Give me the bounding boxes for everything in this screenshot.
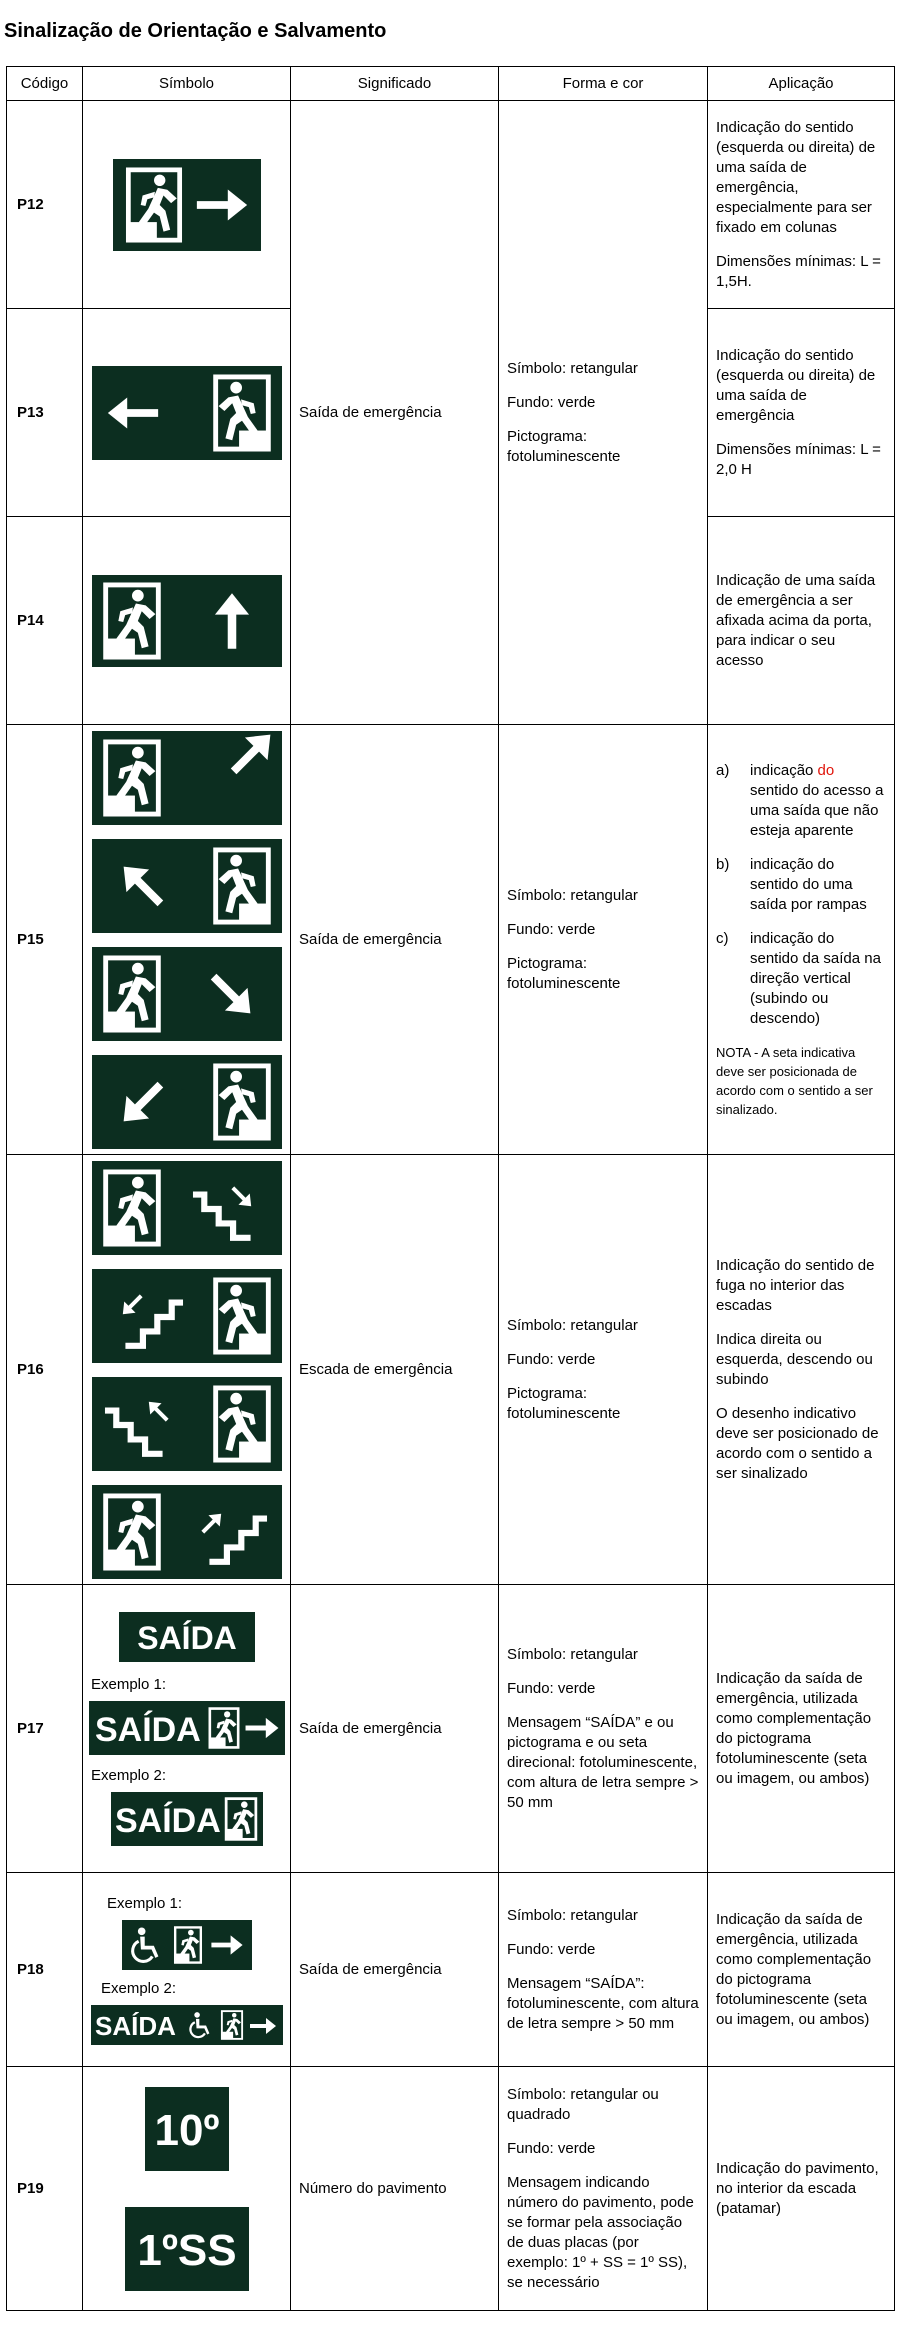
form-p16 xyxy=(499,1155,708,1585)
meaning-p18: Saída de emergência xyxy=(291,1873,499,2067)
saida-runner-sign-icon xyxy=(111,1792,263,1846)
form-p12-p14 xyxy=(499,101,708,725)
form-p19 xyxy=(499,2067,708,2311)
form-pictogram: Pictograma: fotoluminescente xyxy=(507,954,621,992)
application-p18: Indicação da saída de emergência, utilizada como complementação do pictograma fotoluminescente (seta ou imagem, ou ambos) xyxy=(708,1873,895,2067)
application-text: O desenho indicativo deve ser posicionado de acordo com o sentido a ser sinalizado xyxy=(716,1404,879,1482)
table-row xyxy=(7,2067,895,2311)
form-message xyxy=(507,1974,699,2034)
meaning-p15: Saída de emergência xyxy=(291,725,499,1155)
form-message xyxy=(507,1713,699,1813)
example-1-label: Exemplo 1: xyxy=(91,1675,167,1693)
application-text: Indicação de uma saída de emergência a ser afixada acima da porta, para indicar o seu acesso xyxy=(716,571,876,669)
application-text: Indicação do sentido (esquerda ou direita) de uma saída de emergência, especialmente para ser fixado em colunas xyxy=(716,118,876,236)
saida-sign-text: SAÍDA xyxy=(136,1619,237,1656)
saida-text-sign-icon xyxy=(119,1612,255,1662)
form-background: Fundo: verde xyxy=(507,920,596,938)
application-p12 xyxy=(708,101,895,309)
symbol-p13 xyxy=(83,309,291,517)
form-message-text: Mensagem “SAÍDA” e ou pictograma e ou seta direcional: fotoluminescente, com altura de letra sempre xyxy=(507,1713,698,1791)
list-letter: b) xyxy=(716,855,730,873)
list-item xyxy=(716,761,886,841)
application-p17: Indicação da saída de emergência, utilizada como complementação do pictograma fotoluminescente (seta ou imagem, ou ambos) xyxy=(708,1585,895,1873)
symbol-p18 xyxy=(83,1873,291,2067)
table-row xyxy=(7,101,895,309)
example-2-label: Exemplo 2: xyxy=(91,1766,167,1784)
application-dimensions: Dimensões mínimas: L = 2,0 H xyxy=(716,440,881,478)
form-shape: Símbolo: retangular xyxy=(507,359,638,377)
page-title: Sinalização de Orientação e Salvamento xyxy=(4,20,387,42)
application-p14 xyxy=(708,517,895,725)
form-shape: Símbolo: retangular ou quadrado xyxy=(507,2085,659,2123)
form-message: Mensagem indicando número do pavimento, pode se formar pela associação de duas placas (por exemplo: 1º + SS = 1º SS), se necessário xyxy=(507,2173,694,2291)
list-text: indicação do sentido da saída na direção vertical (subindo ou descendo) xyxy=(750,929,881,1027)
header-code: Código xyxy=(7,67,83,101)
table-row xyxy=(7,1873,895,2067)
form-background: Fundo: verde xyxy=(507,1350,596,1368)
stairs-down-right-sign-icon xyxy=(92,1161,282,1255)
form-shape: Símbolo: retangular xyxy=(507,886,638,904)
exit-diagonal-up-left-sign-icon xyxy=(92,839,282,933)
saida-sign-text: SAÍDA xyxy=(94,2010,176,2041)
header-meaning: Significado xyxy=(291,67,499,101)
symbol-p12 xyxy=(83,101,291,309)
form-shape: Símbolo: retangular xyxy=(507,1645,638,1663)
symbol-p15 xyxy=(83,725,291,1155)
application-p13 xyxy=(708,309,895,517)
form-min-height: > 50 mm xyxy=(615,2014,675,2032)
application-p16 xyxy=(708,1155,895,1585)
list-text: indicação xyxy=(750,761,818,779)
form-shape: Símbolo: retangular xyxy=(507,1316,638,1334)
table-row xyxy=(7,1585,895,1873)
saida-accessible-exit-sign-icon xyxy=(91,2005,283,2045)
code-p13: P13 xyxy=(7,309,83,517)
list-item xyxy=(716,855,886,915)
symbol-p17 xyxy=(83,1585,291,1873)
form-background: Fundo: verde xyxy=(507,1679,596,1697)
form-min-height: > 50 mm xyxy=(507,1773,699,1811)
list-text: indicação do sentido do uma saída por rampas xyxy=(750,855,867,913)
exit-diagonal-up-right-sign-icon xyxy=(92,731,282,825)
table-row xyxy=(7,1155,895,1585)
example-1-label: Exemplo 1: xyxy=(107,1894,183,1912)
stairs-up-left-sign-icon xyxy=(92,1377,282,1471)
application-text: Indicação do sentido (esquerda ou direita) de uma saída de emergência xyxy=(716,346,876,424)
code-p15: P15 xyxy=(7,725,83,1155)
form-background: Fundo: verde xyxy=(507,393,596,411)
meaning-p16: Escada de emergência xyxy=(291,1155,499,1585)
list-text: sentido do acesso a uma saída que não esteja aparente xyxy=(750,781,884,839)
example-2-label: Exemplo 2: xyxy=(101,1979,177,1997)
form-pictogram: Pictograma: fotoluminescente xyxy=(507,1384,621,1422)
stairs-up-right-sign-icon xyxy=(92,1485,282,1579)
list-letter: a) xyxy=(716,761,730,779)
exit-left-sign-icon xyxy=(92,366,282,460)
application-list xyxy=(716,761,886,1029)
meaning-p17: Saída de emergência xyxy=(291,1585,499,1873)
exit-diagonal-down-left-sign-icon xyxy=(92,1055,282,1149)
header-form: Forma e cor xyxy=(499,67,708,101)
list-text-highlight: do xyxy=(817,761,835,779)
symbol-p19 xyxy=(83,2067,291,2311)
form-p18 xyxy=(499,1873,708,2067)
form-p17 xyxy=(499,1585,708,1873)
form-pictogram: Pictograma: fotoluminescente xyxy=(507,427,621,465)
form-background: Fundo: verde xyxy=(507,1940,596,1958)
floor-number-text: 10º xyxy=(153,2105,220,2155)
application-text: Indica direita ou esquerda, descendo ou subindo xyxy=(716,1330,873,1388)
basement-floor-sign-icon xyxy=(125,2207,249,2291)
meaning-p19: Número do pavimento xyxy=(291,2067,499,2311)
form-background: Fundo: verde xyxy=(507,2139,596,2157)
exit-right-sign-icon xyxy=(113,159,261,251)
header-symbol: Símbolo xyxy=(83,67,291,101)
form-shape: Símbolo: retangular xyxy=(507,1906,638,1924)
form-p15 xyxy=(499,725,708,1155)
code-p16: P16 xyxy=(7,1155,83,1585)
symbol-p14 xyxy=(83,517,291,725)
floor-number-text: 1ºSS xyxy=(136,2225,237,2275)
meaning-p12-p14: Saída de emergência xyxy=(291,101,499,725)
saida-sign-text: SAÍDA xyxy=(114,1801,221,1840)
code-p17: P17 xyxy=(7,1585,83,1873)
code-p12: P12 xyxy=(7,101,83,309)
form-message-text: Mensagem “SAÍDA”: fotoluminescente, com altura de letra sempre xyxy=(507,1974,699,2032)
saida-sign-text: SAÍDA xyxy=(94,1710,201,1749)
application-p19: Indicação do pavimento, no interior da escada (patamar) xyxy=(708,2067,895,2311)
code-p18: P18 xyxy=(7,1873,83,2067)
application-text: Indicação do sentido de fuga no interior das escadas xyxy=(716,1256,875,1314)
exit-diagonal-down-right-sign-icon xyxy=(92,947,282,1041)
table-row xyxy=(7,725,895,1155)
symbol-p16 xyxy=(83,1155,291,1585)
list-item xyxy=(716,929,886,1029)
signage-table xyxy=(6,66,895,2311)
accessible-exit-sign-icon xyxy=(122,1920,252,1970)
floor-number-sign-icon xyxy=(145,2087,229,2171)
stairs-down-left-sign-icon xyxy=(92,1269,282,1363)
code-p19: P19 xyxy=(7,2067,83,2311)
table-header-row xyxy=(7,67,895,101)
code-p14: P14 xyxy=(7,517,83,725)
saida-runner-arrow-sign-icon xyxy=(89,1701,285,1755)
header-application: Aplicação xyxy=(708,67,895,101)
application-note: NOTA - A seta indicativa deve ser posicionada de acordo com o sentido a ser sinalizado. xyxy=(716,1044,873,1117)
application-p15 xyxy=(708,725,895,1155)
application-dimensions: Dimensões mínimas: L = 1,5H. xyxy=(716,252,881,290)
list-letter: c) xyxy=(716,929,729,947)
exit-up-sign-icon xyxy=(92,575,282,667)
